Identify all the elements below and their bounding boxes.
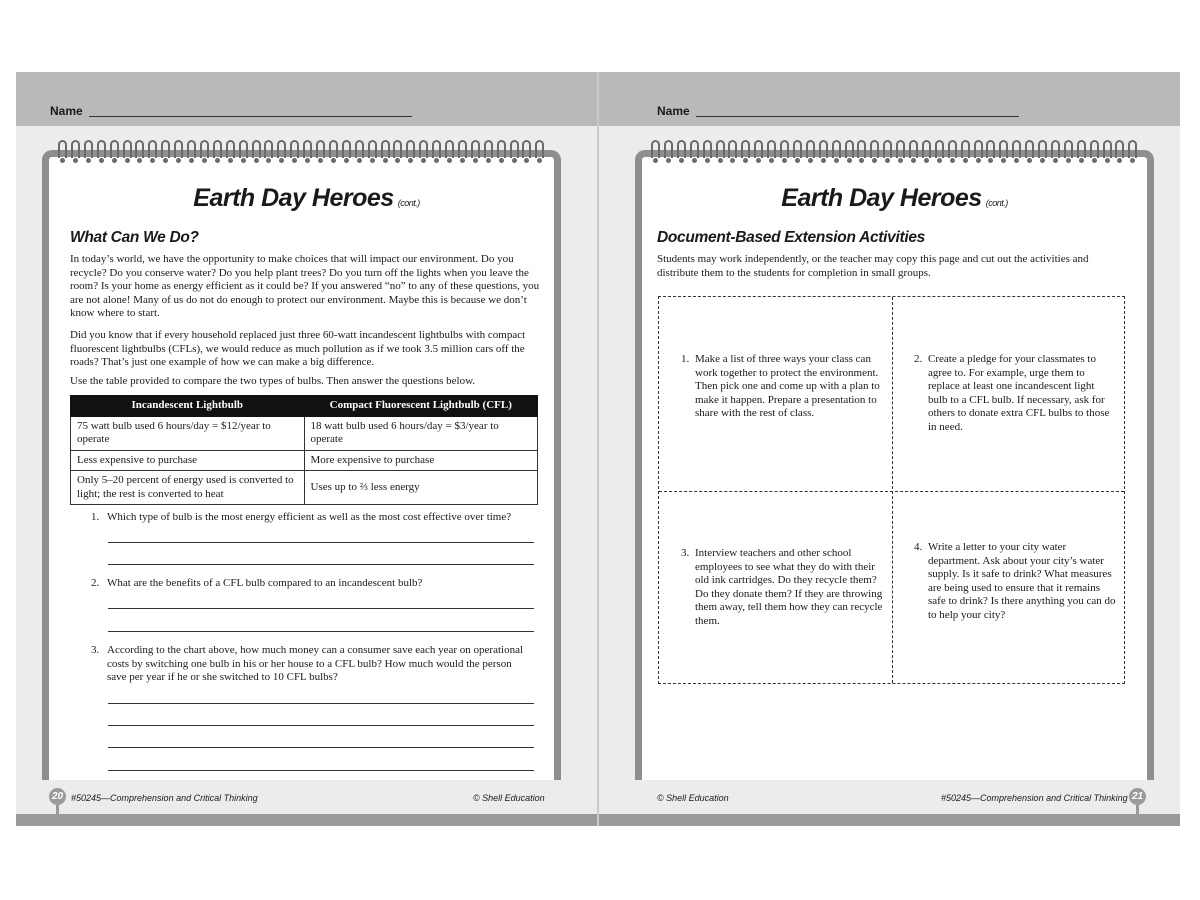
instruction-paragraph: Use the table provided to compare the two types of bulbs. Then answer the questions below. [70, 375, 476, 387]
binding-ring [1064, 140, 1073, 158]
binding-ring [754, 140, 763, 158]
binding-ring [1128, 140, 1137, 158]
binding-ring [896, 140, 905, 158]
activity-card-2 [914, 353, 1124, 453]
binding-ring [303, 140, 312, 158]
binding-ring [1103, 140, 1112, 158]
binding-ring [728, 140, 737, 158]
footer-publisher: © Shell Education [473, 793, 545, 803]
activity-number: 2. [914, 353, 923, 365]
binding-ring [277, 140, 286, 158]
binding-ring [703, 140, 712, 158]
binding-ring [845, 140, 854, 158]
binding-ring [806, 140, 815, 158]
spiral-binding [651, 140, 1147, 168]
binding-ring [986, 140, 995, 158]
binding-ring [290, 140, 299, 158]
table-header-cfl: Compact Fluorescent Lightbulb (CFL) [304, 396, 538, 417]
footer-band [16, 814, 597, 826]
binding-ring [819, 140, 828, 158]
answer-line[interactable] [108, 747, 534, 748]
binding-ring [252, 140, 261, 158]
binding-ring [497, 140, 506, 158]
binding-ring [174, 140, 183, 158]
binding-ring [922, 140, 931, 158]
cut-line-vertical [892, 297, 893, 683]
binding-ring [406, 140, 415, 158]
binding-ring [870, 140, 879, 158]
table-cell: 75 watt bulb used 6 hours/day = $12/year to operate [71, 416, 305, 450]
activity-card-1 [681, 353, 891, 453]
title-text: Earth Day Heroes [781, 184, 982, 212]
activity-cards [658, 296, 1125, 684]
binding-ring [651, 140, 660, 158]
table-cell: 18 watt bulb used 6 hours/day = $3/year to operate [304, 416, 538, 450]
binding-ring [97, 140, 106, 158]
page-title [16, 184, 597, 213]
table-cell: Uses up to ⅔ less energy [304, 471, 538, 505]
binding-ring [110, 140, 119, 158]
answer-line[interactable] [108, 542, 534, 543]
spiral-binding [58, 140, 554, 168]
name-line [696, 116, 1019, 117]
question-number: 3. [91, 644, 100, 656]
footer-band [599, 814, 1180, 826]
binding-ring [432, 140, 441, 158]
binding-ring [883, 140, 892, 158]
footer-product: #50245—Comprehension and Critical Thinking [71, 793, 258, 803]
intro-paragraph: Students may work independently, or the teacher may copy this page and cut out the activities and distribute them to the students for completion in small groups. [657, 253, 1089, 279]
section-heading: Document-Based Extension Activities [657, 229, 925, 246]
page-number: 21 [1129, 788, 1146, 805]
binding-ring [522, 140, 531, 158]
binding-ring [1051, 140, 1060, 158]
binding-ring [1025, 140, 1034, 158]
binding-ring [264, 140, 273, 158]
activity-card-3 [681, 547, 891, 647]
page-title [604, 184, 1180, 213]
binding-ring [832, 140, 841, 158]
binding-ring [84, 140, 93, 158]
activity-text: Write a letter to your city water department. Ask about your city’s water supply. Is it safe to drink? What measures are being used to ensure that it remains safe to drink? Is there anything you can do to help your city? [928, 541, 1116, 621]
binding-ring [200, 140, 209, 158]
question-number: 1. [91, 511, 100, 523]
title-text: Earth Day Heroes [193, 184, 394, 212]
binding-ring [71, 140, 80, 158]
binding-ring [58, 140, 67, 158]
page-number: 20 [49, 788, 66, 805]
binding-ring [664, 140, 673, 158]
binding-ring [1115, 140, 1124, 158]
binding-ring [419, 140, 428, 158]
binding-ring [484, 140, 493, 158]
section-heading: What Can We Do? [70, 229, 199, 246]
answer-line[interactable] [108, 564, 534, 565]
left-page [16, 72, 597, 826]
binding-ring [974, 140, 983, 158]
binding-ring [510, 140, 519, 158]
binding-ring [213, 140, 222, 158]
binding-ring [471, 140, 480, 158]
activity-text: Interview teachers and other school employees to see what they do with their old ink cartridges. Do they recycle them? Do they donate them? If they are throwing them away, tell them how they can recycle them. [695, 547, 883, 627]
activity-text: Create a pledge for your classmates to agree to. For example, urge them to replace at least one incandescent light bulb to a CFL bulb. If necessary, ask for others to donate extra CFL bulbs to those in need. [928, 353, 1110, 433]
answer-line[interactable] [108, 608, 534, 609]
binding-ring [793, 140, 802, 158]
binding-ring [1012, 140, 1021, 158]
footer-product: #50245—Comprehension and Critical Thinking [941, 793, 1128, 803]
table-cell: More expensive to purchase [304, 450, 538, 471]
answer-line[interactable] [108, 770, 534, 771]
right-page [599, 72, 1180, 826]
question-number: 2. [91, 577, 100, 589]
binding-ring [445, 140, 454, 158]
answer-line[interactable] [108, 725, 534, 726]
binding-ring [948, 140, 957, 158]
binding-ring [355, 140, 364, 158]
binding-ring [1038, 140, 1047, 158]
activity-number: 1. [681, 353, 690, 365]
activity-number: 3. [681, 547, 690, 559]
binding-ring [368, 140, 377, 158]
binding-ring [161, 140, 170, 158]
table-header-incandescent: Incandescent Lightbulb [71, 396, 305, 417]
binding-ring [767, 140, 776, 158]
table-row [71, 471, 538, 505]
binding-ring [393, 140, 402, 158]
title-suffix: (cont.) [397, 198, 420, 208]
binding-ring [961, 140, 970, 158]
table-row [71, 450, 538, 471]
binding-ring [342, 140, 351, 158]
binding-ring [329, 140, 338, 158]
title-suffix: (cont.) [985, 198, 1008, 208]
binding-ring [123, 140, 132, 158]
intro-paragraph: In today’s world, we have the opportunity to make choices that will impact our environment. Do you recycle? Do you conserve water? Do you help plant trees? Do you turn off the lights when you leave the room? Is your home as energy efficient as it could be? If you answered “no” to any of these questions, you are not alone! Many of us do not do enough to protect our environment. Maybe this is because we don’t know where to start. [70, 253, 540, 320]
answer-line[interactable] [108, 703, 534, 704]
binding-ring [1077, 140, 1086, 158]
binding-ring [857, 140, 866, 158]
binding-ring [716, 140, 725, 158]
binding-ring [239, 140, 248, 158]
binding-ring [935, 140, 944, 158]
header-band [16, 72, 597, 126]
table-row [71, 416, 538, 450]
comparison-table [70, 395, 538, 505]
footer-publisher: © Shell Education [657, 793, 729, 803]
binding-ring [1090, 140, 1099, 158]
binding-ring [187, 140, 196, 158]
activity-number: 4. [914, 541, 923, 553]
fact-paragraph: Did you know that if every household replaced just three 60-watt incandescent lightbulbs with compact fluorescent lightbulbs (CFLs), we would reduce as much pollution as if we took 3.5 million cars off the roads? That’s just one example of how we can make a big difference. [70, 329, 526, 369]
activity-text: Make a list of three ways your class can work together to protect the environment. Then pick one and come up with a plan to make it happen. Prepare a presentation to share with the rest of class. [695, 353, 880, 420]
activity-card-4 [914, 541, 1124, 641]
binding-ring [999, 140, 1008, 158]
name-label: Name [657, 104, 690, 118]
binding-ring [780, 140, 789, 158]
binding-ring [535, 140, 544, 158]
binding-ring [135, 140, 144, 158]
question-text: According to the chart above, how much money can a consumer save each year on operational costs by switching one bulb in his or her house to a CFL bulb? How much would the person save per year if he or she switched to 10 CFL bulbs? [107, 644, 524, 684]
binding-ring [909, 140, 918, 158]
binding-ring [458, 140, 467, 158]
binding-ring [381, 140, 390, 158]
table-header-row [71, 396, 538, 417]
question-text: Which type of bulb is the most energy efficient as well as the most cost effective over time? [107, 511, 512, 523]
binding-ring [148, 140, 157, 158]
answer-line[interactable] [108, 631, 534, 632]
binding-ring [316, 140, 325, 158]
binding-ring [226, 140, 235, 158]
name-line [89, 116, 412, 117]
name-label: Name [50, 104, 83, 118]
binding-ring [677, 140, 686, 158]
binding-ring [741, 140, 750, 158]
cut-line-horizontal [659, 491, 1124, 492]
table-cell: Only 5–20 percent of energy used is converted to light; the rest is converted to heat [71, 471, 305, 505]
binding-ring [690, 140, 699, 158]
question-text: What are the benefits of a CFL bulb compared to an incandescent bulb? [107, 577, 423, 589]
table-cell: Less expensive to purchase [71, 450, 305, 471]
